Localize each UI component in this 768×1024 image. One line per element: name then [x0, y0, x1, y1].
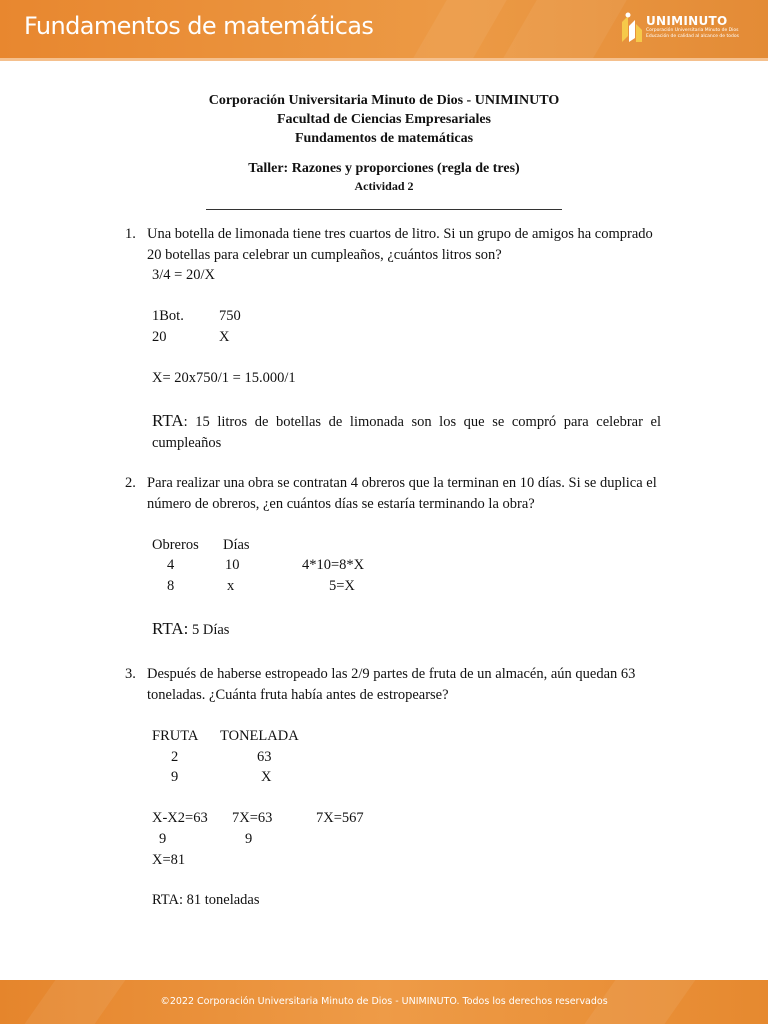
q2-answer-label: RTA:	[152, 619, 189, 638]
q1-table-cell: 20	[152, 329, 167, 345]
q1-table-cell: X	[219, 329, 230, 345]
q3-calculation: 7X=567	[316, 810, 364, 826]
q2-text: Para realizar una obra se contratan 4 obreros que la terminan en 10 días. Si se duplica el número de obreros, ¿en cuántos días se estaría terminando la obra?	[147, 475, 657, 512]
q1-answer-text: : 15 litros de botellas de limonada son los que se compró para celebrar el cumpleaños	[152, 414, 661, 451]
q3-calculation: 7X=63	[232, 810, 273, 826]
q1-answer-label: RTA	[152, 411, 184, 430]
uniminuto-logo	[620, 12, 742, 46]
q3-table-header: TONELADA	[220, 728, 299, 744]
q2-table-cell: 4	[167, 557, 175, 573]
institution-heading: Corporación Universitaria Minuto de Dios - UNIMINUTO	[208, 93, 560, 108]
q1-table-cell: 1Bot.	[152, 308, 184, 324]
course-heading: Fundamentos de matemáticas	[294, 131, 474, 146]
q1-text: Una botella de limonada tiene tres cuartos de litro. Si un grupo de amigos ha comprado 20 botellas para celebrar un cumpleaños, ¿cuántos litros son?	[147, 226, 653, 263]
workshop-title: Taller: Razones y proporciones (regla de tres)	[248, 161, 520, 176]
q2-table-cell: x	[227, 578, 235, 594]
q2-answer-text: 5 Días	[188, 622, 230, 638]
logo-name: UNIMINUTO	[646, 14, 728, 28]
footer-banner	[0, 980, 768, 1024]
header-decoration	[413, 0, 506, 58]
q3-text: Después de haberse estropeado las 2/9 partes de fruta de un almacén, aún quedan 63 toneladas. ¿Cuánta fruta había antes de estropearse?	[147, 666, 636, 703]
activity-label: Actividad 2	[354, 179, 414, 193]
q2-table-header: Obreros	[152, 537, 199, 553]
q3-table-header: FRUTA	[152, 728, 199, 744]
q2-result: 5=X	[329, 578, 355, 594]
q1-number: 1.	[125, 226, 136, 242]
q2-calculation: 4*10=8*X	[302, 557, 365, 573]
logo-tagline: Educación de calidad al alcance de todos	[646, 34, 739, 39]
logo-subtitle: Corporación Universitaria Minuto de Dios	[646, 28, 739, 33]
q3-answer: RTA: 81 toneladas	[152, 892, 260, 908]
heading-rule	[206, 209, 562, 210]
q1-equation: 3/4 = 20/X	[152, 267, 215, 283]
q3-table-cell: 63	[257, 749, 272, 765]
q1-calculation: X= 20x750/1 = 15.000/1	[152, 370, 296, 386]
header-decoration	[503, 0, 626, 58]
q2-table-cell: 8	[167, 578, 175, 594]
header-title: Fundamentos de matemáticas	[24, 12, 374, 40]
q2-number: 2.	[125, 475, 136, 491]
q3-denominator: 9	[159, 831, 167, 847]
q2-answer	[152, 618, 661, 641]
faculty-heading: Facultad de Ciencias Empresariales	[276, 112, 491, 127]
footer-copyright: ©2022 Corporación Universitaria Minuto de Dios - UNIMINUTO. Todos los derechos reservados	[160, 996, 608, 1007]
logo-mark-icon	[620, 12, 644, 46]
q1-answer	[152, 410, 661, 454]
q3-table-cell: 2	[171, 749, 179, 765]
q2-table-header: Días	[223, 537, 250, 553]
q3-calculation: X-X2=63	[152, 810, 208, 826]
q1-table-cell: 750	[219, 308, 241, 324]
header-divider	[0, 58, 768, 61]
q3-table-cell: 9	[171, 769, 179, 785]
q2-table-cell: 10	[225, 557, 240, 573]
q3-number: 3.	[125, 666, 136, 682]
q3-result: X=81	[152, 852, 186, 868]
q3-table-cell: X	[261, 769, 272, 785]
q3-denominator: 9	[245, 831, 253, 847]
header-banner	[0, 0, 768, 58]
